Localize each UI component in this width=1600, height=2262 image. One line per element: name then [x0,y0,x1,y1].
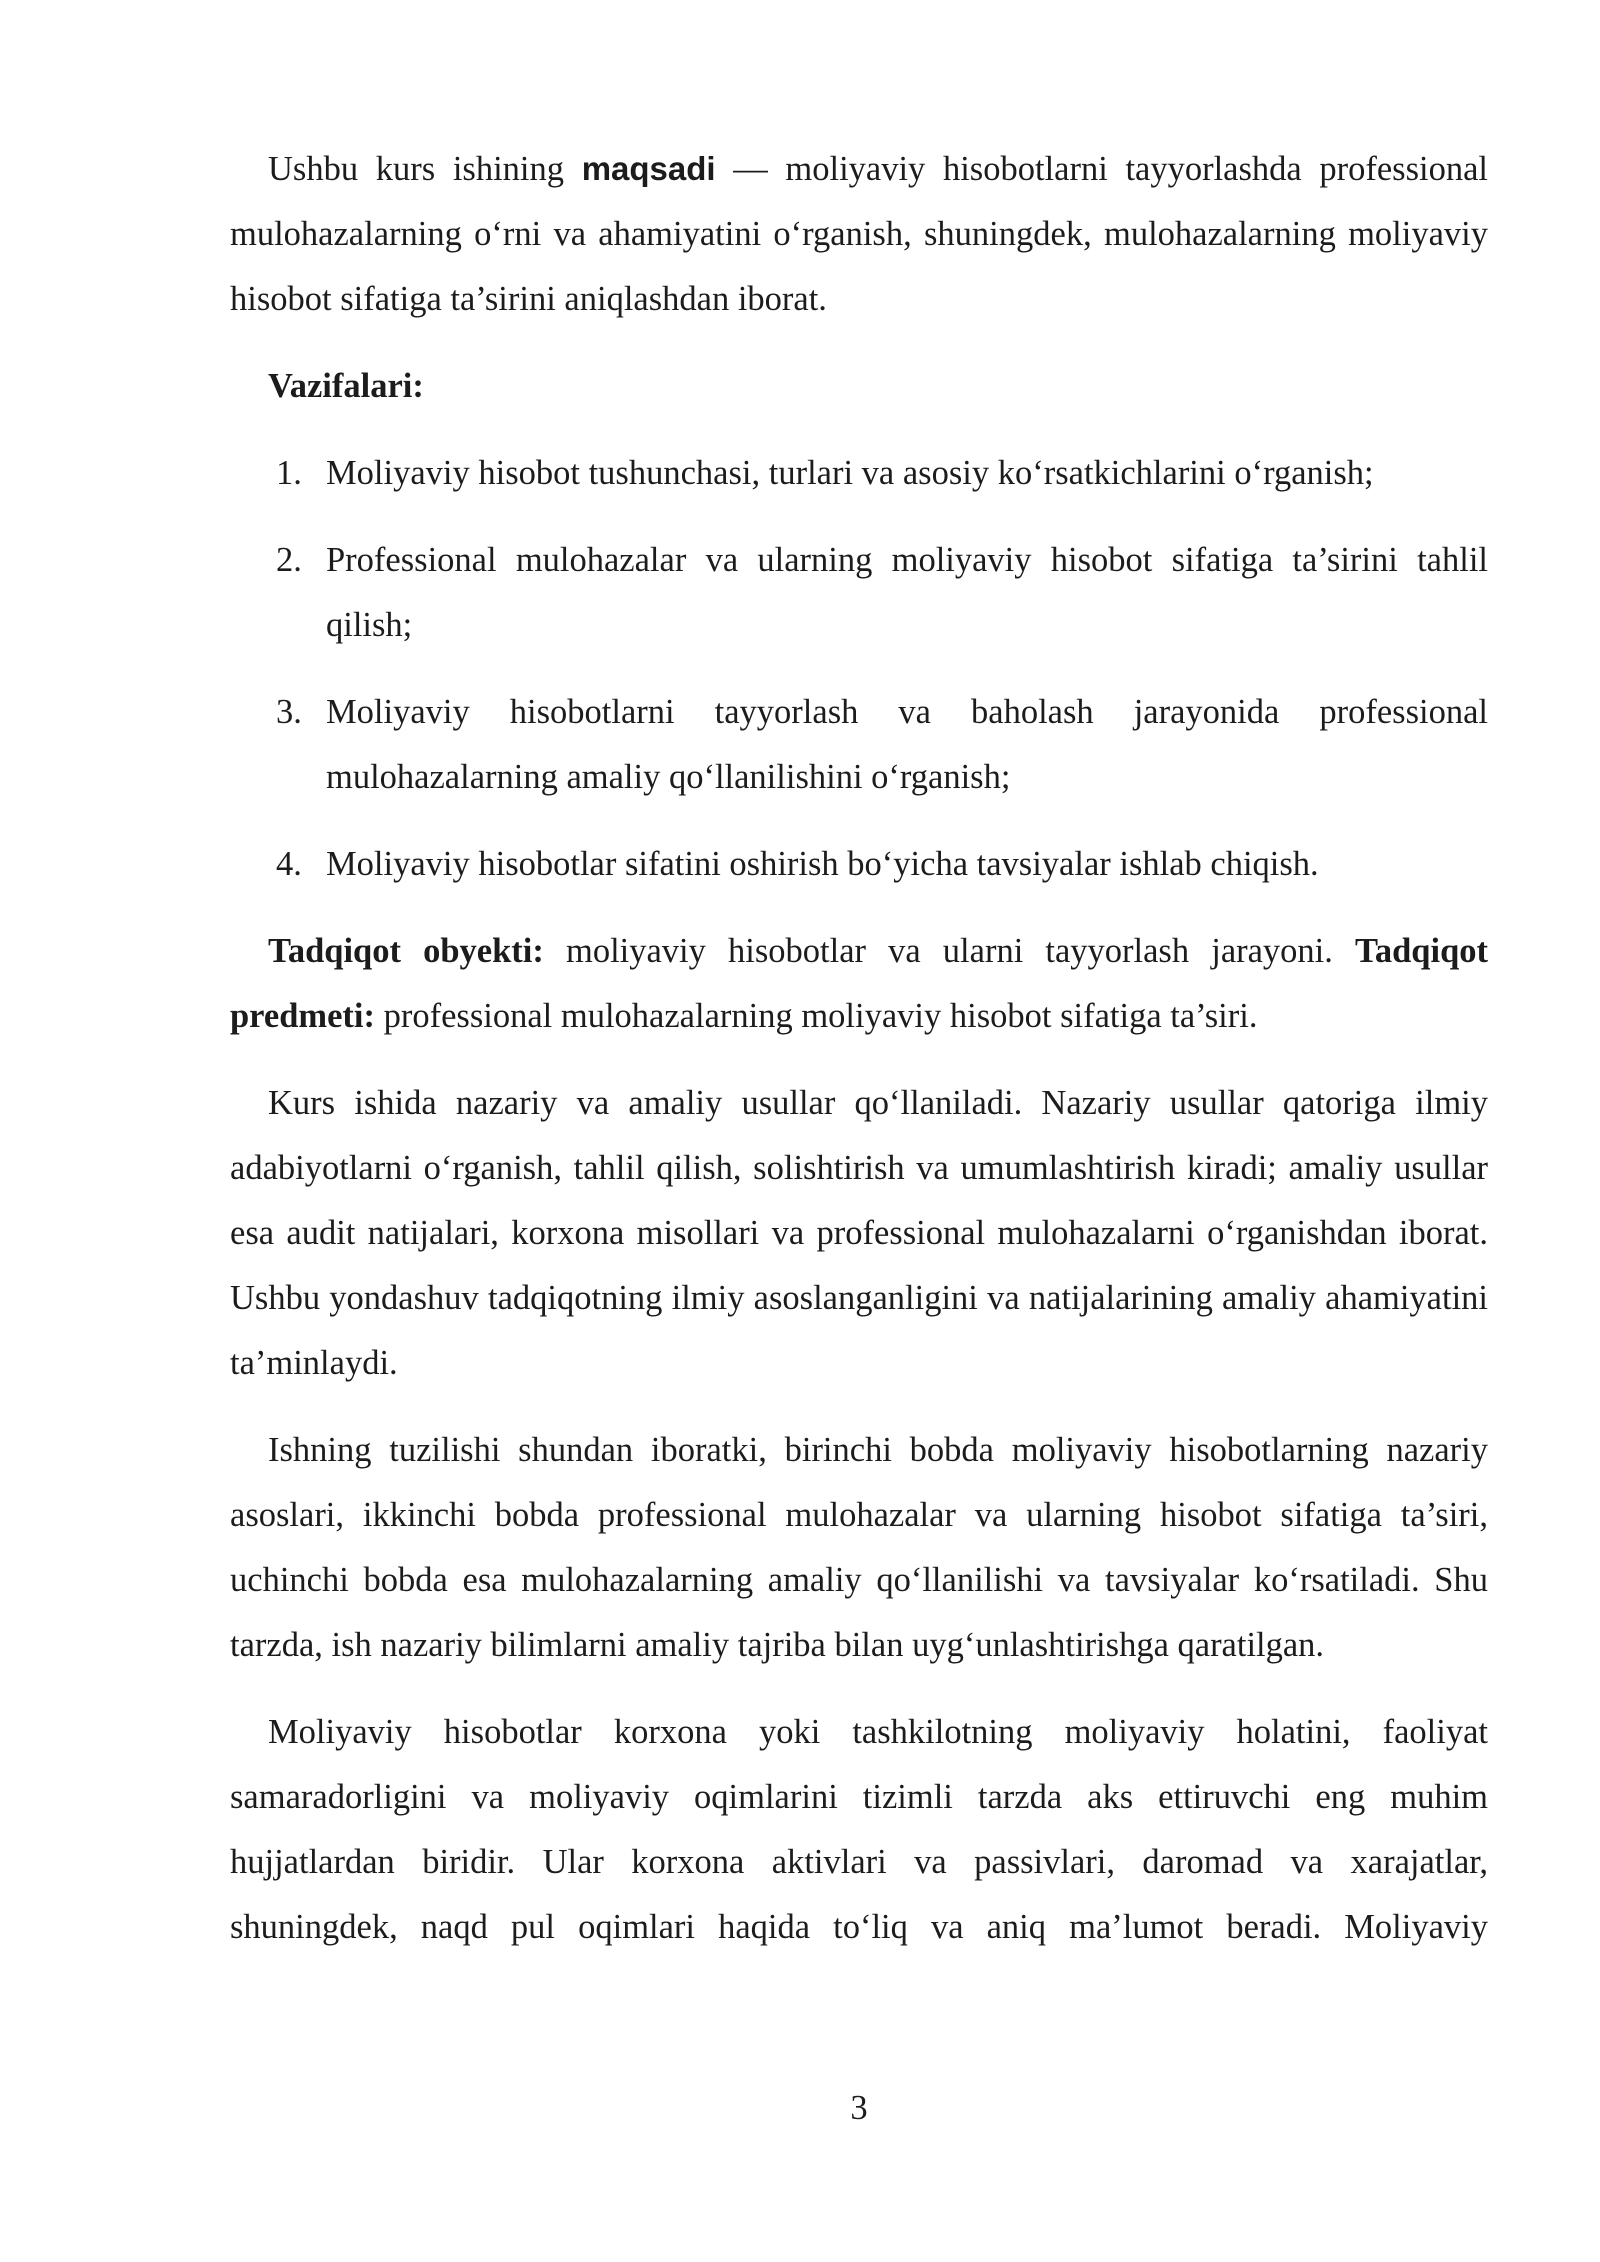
methods-paragraph: Kurs ishida nazariy va amaliy usullar qo‘llaniladi. Nazariy usullar qatoriga ilmiy adabiyotlarni o‘rganish, tahlil qilish, solishtirish va umumlashtirish kiradi; amaliy usullar esa audit natijalari, korxona misollari va professional mulohazalarni o‘rganishdan iborat. Ushbu yondashuv tadqiqotning ilmiy asoslanganligini va natijalarining amaliy ahamiyatini ta’minlaydi. [230,1084,1488,1382]
financial-reports-paragraph: Moliyaviy hisobotlar korxona yoki tashkilotning moliyaviy holatini, faoliyat samaradorligini va moliyaviy oqimlarini tizimli tarzda aks ettiruvchi eng muhim hujjatlardan biridir. Ular korxona aktivlari va passivlari, daromad va xarajatlar, shuningdek, naqd pul oqimlari haqida to‘liq va aniq ma’lumot beradi. Moliyaviy [230,1713,1488,1946]
task-number: 2. [276,541,302,579]
research-object-label: Tadqiqot obyekti: [268,932,544,970]
task-item-4 [230,832,1488,897]
task-number: 3. [276,693,302,731]
task-item-3 [230,680,1488,810]
research-subject-text: professional mulohazalarning moliyaviy hisobot sifatiga ta’siri. [375,997,1258,1035]
page-number: 3 [850,2089,868,2127]
task-item-1 [230,441,1488,506]
research-paragraph [230,919,1488,1049]
tasks-list [230,441,1488,897]
goal-text: — moliyaviy hisobotlarni tayyorlashda professional mulohazalarning o‘rni va ahamiyatini o‘rganish, shuningdek, mulohazalarning moliyaviy hisobot sifatiga ta’sirini aniqlashdan iborat. [230,150,1489,318]
goal-lead: Ushbu kurs ishining [268,150,582,188]
goal-paragraph [230,136,1488,332]
task-text: Moliyaviy hisobotlar sifatini oshirish bo‘yicha tavsiyalar ishlab chiqish. [326,845,1319,883]
task-text: Professional mulohazalar va ularning moliyaviy hisobot sifatiga ta’sirini tahlil qilish; [326,541,1488,644]
task-number: 4. [276,845,302,883]
task-item-2 [230,528,1488,658]
research-object-text: moliyaviy hisobotlar va ularni tayyorlash jarayoni. [543,932,1356,970]
task-text: Moliyaviy hisobot tushunchasi, turlari va asosiy ko‘rsatkichlarini o‘rganish; [326,454,1374,492]
structure-paragraph: Ishning tuzilishi shundan iboratki, birinchi bobda moliyaviy hisobotlarning nazariy asoslari, ikkinchi bobda professional mulohazalar va ularning hisobot sifatiga ta’siri, uchinchi bobda esa mulohazalarning amaliy qo‘llanilishi va tavsiyalar ko‘rsatiladi. Shu tarzda, ish nazariy bilimlarni amaliy tajriba bilan uyg‘unlashtirishga qaratilgan. [230,1431,1488,1664]
tasks-heading: Vazifalari: [268,367,424,405]
research-subject-label: Tadqiqot predmeti: [230,932,1488,1035]
task-number: 1. [276,454,302,492]
document-page [230,136,1488,1982]
task-text: Moliyaviy hisobotlarni tayyorlash va baholash jarayonida professional mulohazalarning amaliy qo‘llanilishini o‘rganish; [326,693,1488,796]
goal-term: maqsadi [581,150,716,187]
